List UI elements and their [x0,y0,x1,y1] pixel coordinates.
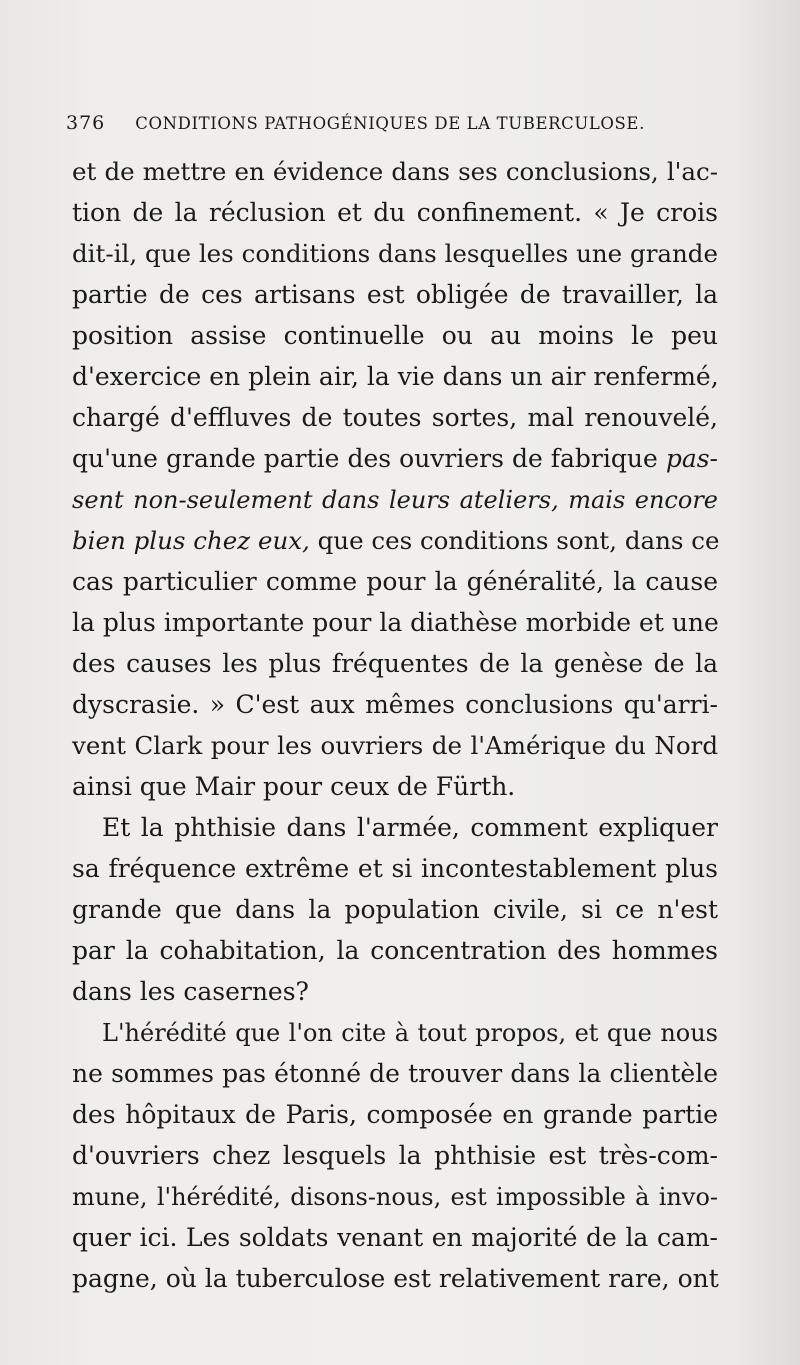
paragraph-start-line: Et la phthisie dans l'armée, comment expliquer [102,813,718,842]
italic-segment: pas- [665,444,718,473]
text-line: d'exercice en plein air, la vie dans un air renfermé, [72,362,719,391]
text-line: dyscrasie. » C'est aux mêmes conclusions qu'arri- [72,690,718,719]
text-line: des causes les plus fréquentes de la genèse de la [72,649,718,678]
page-header [66,112,686,152]
text-line [72,439,718,479]
text-line: grande que dans la population civile, si ce n'est [72,895,718,924]
text-line: sent non-seulement dans leurs ateliers, mais encore [72,486,718,514]
paragraph-start-line: L'hérédité que l'on cite à tout propos, et que nous [102,1019,718,1047]
text-line: mune, l'hérédité, disons-nous, est impossible à invo- [72,1183,718,1211]
text-line: des hôpitaux de Paris, composée en grande partie [72,1100,718,1129]
text-segment: qu'une grande partie des ouvriers de fabrique [72,444,658,473]
text-line: dit-il, que les conditions dans lesquelles une grande [72,239,718,268]
text-segment: que ces conditions sont, dans ce [317,526,720,555]
running-title: CONDITIONS PATHOGÉNIQUES DE LA TUBERCULOSE. [135,114,645,133]
text-line: quer ici. Les soldats venant en majorité de la cam- [72,1223,718,1252]
text-line: ne sommes pas étonné de trouver dans la clientèle [72,1059,718,1088]
text-line: position assise continuelle ou au moins le peu [72,321,718,350]
text-line: la plus importante pour la diathèse morbide et une [72,608,719,637]
text-line: et de mettre en évidence dans ses conclusions, l'ac- [72,157,718,186]
text-line: tion de la réclusion et du confinement. « Je crois [72,198,718,227]
text-line: dans les casernes? [72,977,309,1006]
text-line: chargé d'effluves de toutes sortes, mal renouvelé, [72,403,718,432]
text-line: vent Clark pour les ouvriers de l'Amérique du Nord [72,731,718,760]
italic-segment: bien plus chez eux, [72,526,310,555]
text-line: cas particulier comme pour la généralité, la cause [72,567,718,596]
text-line: d'ouvriers chez lesquels la phthisie est très-com- [72,1141,718,1170]
text-line: sa fréquence extrême et si incontestablement plus [72,854,718,883]
text-line: par la cohabitation, la concentration des hommes [72,936,718,965]
text-line: ainsi que Mair pour ceux de Fürth. [72,772,516,801]
text-line: pagne, où la tuberculose est relativement rare, ont [72,1264,719,1293]
text-line: partie de ces artisans est obligée de travailler, la [72,280,718,309]
page-number: 376 [66,112,106,134]
text-line [72,521,718,561]
